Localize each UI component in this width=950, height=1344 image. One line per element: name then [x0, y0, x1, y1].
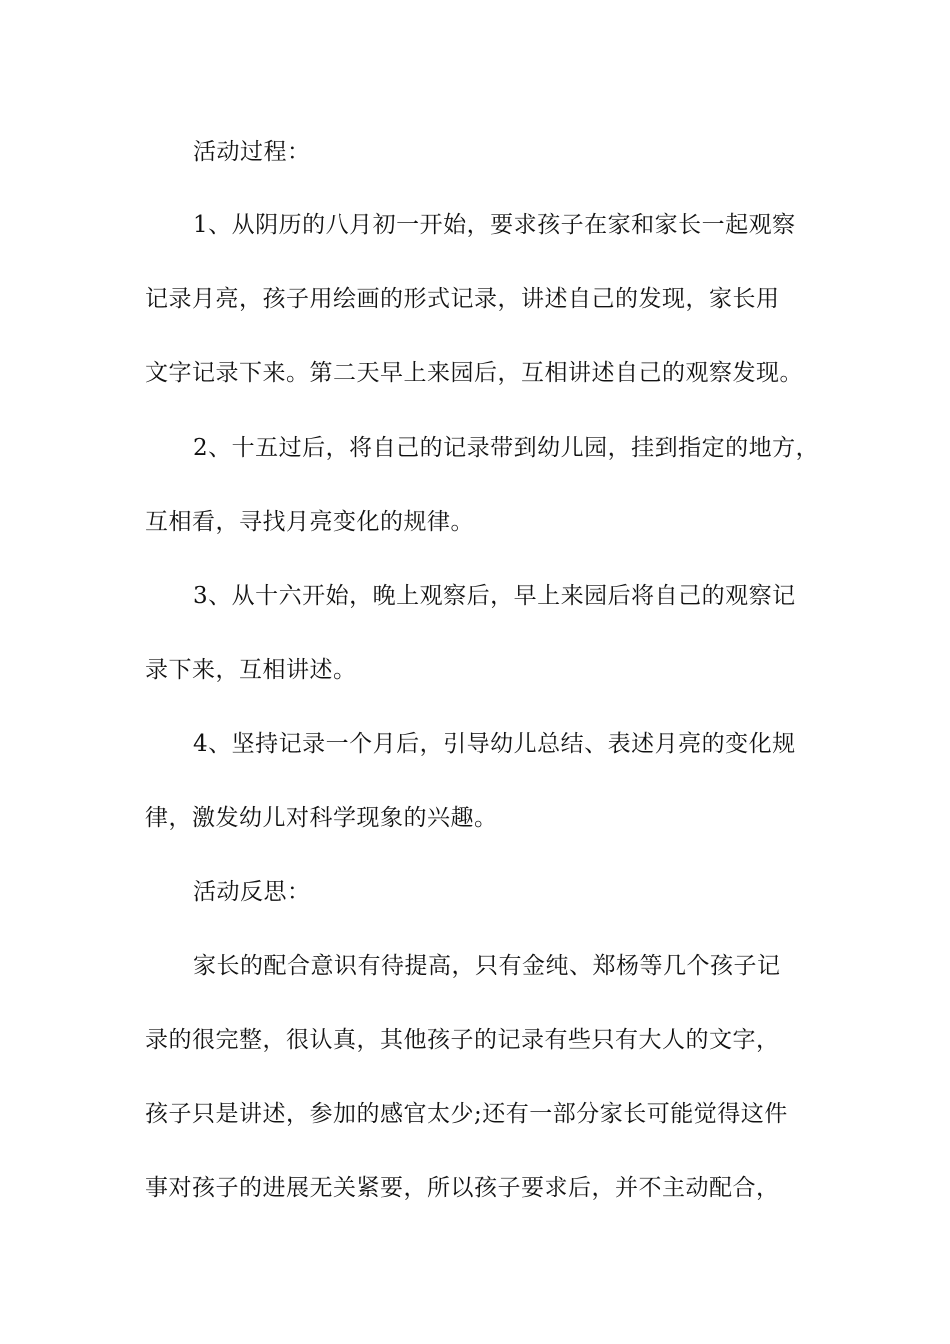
paragraph-line: 记录月亮，孩子用绘画的形式记录，讲述自己的发现，家长用 — [145, 286, 780, 312]
paragraph-line: 1、从阴历的八月初一开始，要求孩子在家和家长一起观察 — [193, 212, 796, 238]
paragraph-line: 家长的配合意识有待提高，只有金纯、郑杨等几个孩子记 — [193, 953, 781, 979]
paragraph-line: 孩子只是讲述，参加的感官太少;还有一部分家长可能觉得这件 — [145, 1101, 788, 1127]
section-heading-process: 活动过程： — [193, 139, 311, 165]
paragraph-line: 3、从十六开始，晚上观察后，早上来园后将自己的观察记 — [193, 583, 796, 609]
paragraph-line: 文字记录下来。第二天早上来园后，互相讲述自己的观察发现。 — [145, 360, 803, 386]
paragraph-line: 事对孩子的进展无关紧要，所以孩子要求后，并不主动配合， — [145, 1175, 780, 1201]
section-heading-reflection: 活动反思： — [193, 879, 311, 905]
paragraph-line: 互相看，寻找月亮变化的规律。 — [145, 509, 474, 535]
paragraph-line: 录下来，互相讲述。 — [145, 657, 357, 683]
paragraph-line: 4、坚持记录一个月后，引导幼儿总结、表述月亮的变化规 — [193, 731, 796, 757]
paragraph-line: 录的很完整，很认真，其他孩子的记录有些只有大人的文字， — [145, 1027, 780, 1053]
paragraph-line: 2、十五过后，将自己的记录带到幼儿园，挂到指定的地方， — [193, 435, 820, 461]
paragraph-line: 律，激发幼儿对科学现象的兴趣。 — [145, 805, 498, 831]
